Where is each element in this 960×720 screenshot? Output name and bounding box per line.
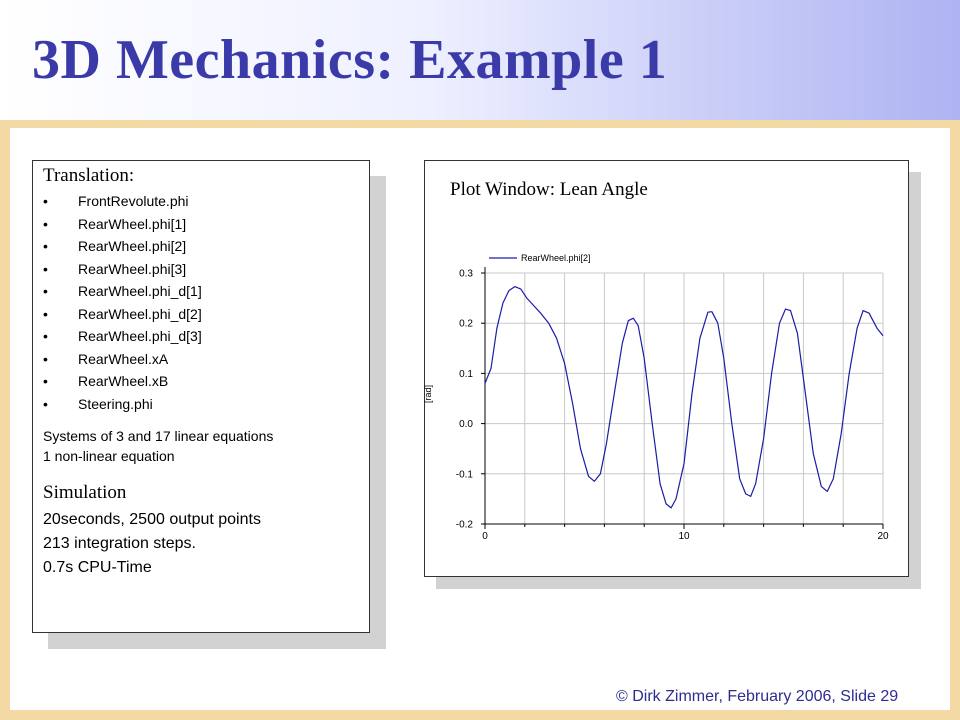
y-axis-label: [rad] — [423, 384, 433, 404]
simulation-heading: Simulation — [43, 482, 127, 503]
slide-title: 3D Mechanics: Example 1 — [32, 29, 668, 91]
systems-line: Systems of 3 and 17 linear equations — [43, 428, 274, 444]
plot-window — [424, 160, 909, 577]
frame-bottom-bar — [0, 710, 960, 720]
simulation-line: 0.7s CPU-Time — [43, 559, 152, 576]
y-tick-label: -0.1 — [455, 469, 473, 481]
y-tick-label: 0.0 — [459, 419, 473, 431]
translation-heading: Translation: — [43, 165, 135, 186]
list-item: • FrontRevolute.phi — [43, 190, 369, 213]
list-item: • RearWheel.xB — [43, 370, 369, 393]
plot-title: Plot Window: Lean Angle — [450, 179, 648, 200]
x-tick-label: 10 — [678, 531, 690, 542]
y-tick-label: -0.2 — [455, 519, 473, 531]
list-item: • RearWheel.phi[2] — [43, 235, 369, 258]
translation-panel — [32, 160, 370, 633]
systems-text — [43, 426, 369, 466]
list-item: • RearWheel.phi[3] — [43, 258, 369, 281]
list-item: • RearWheel.phi_d[1] — [43, 280, 369, 303]
x-tick-label: 20 — [877, 531, 889, 542]
y-tick-label: 0.2 — [459, 318, 473, 330]
list-item: • RearWheel.phi_d[2] — [43, 303, 369, 326]
frame-left-bar — [0, 120, 10, 720]
variable-list — [43, 190, 369, 415]
legend-label: RearWheel.phi[2] — [521, 253, 591, 263]
x-tick-label: 0 — [482, 531, 488, 542]
slide-footer: © Dirk Zimmer, February 2006, Slide 29 — [616, 688, 899, 705]
y-tick-label: 0.3 — [459, 268, 473, 280]
y-tick-label: 0.1 — [459, 368, 473, 380]
list-item: • RearWheel.phi[1] — [43, 213, 369, 236]
frame-top-bar — [0, 120, 960, 128]
list-item: • Steering.phi — [43, 393, 369, 416]
simulation-line: 213 integration steps. — [43, 535, 196, 552]
list-item: • RearWheel.xA — [43, 348, 369, 371]
list-item: • RearWheel.phi_d[3] — [43, 325, 369, 348]
frame-right-bar — [950, 120, 960, 720]
lean-angle-chart — [425, 161, 910, 578]
simulation-lines — [43, 508, 369, 580]
systems-line: 1 non-linear equation — [43, 448, 175, 464]
simulation-line: 20seconds, 2500 output points — [43, 511, 261, 528]
